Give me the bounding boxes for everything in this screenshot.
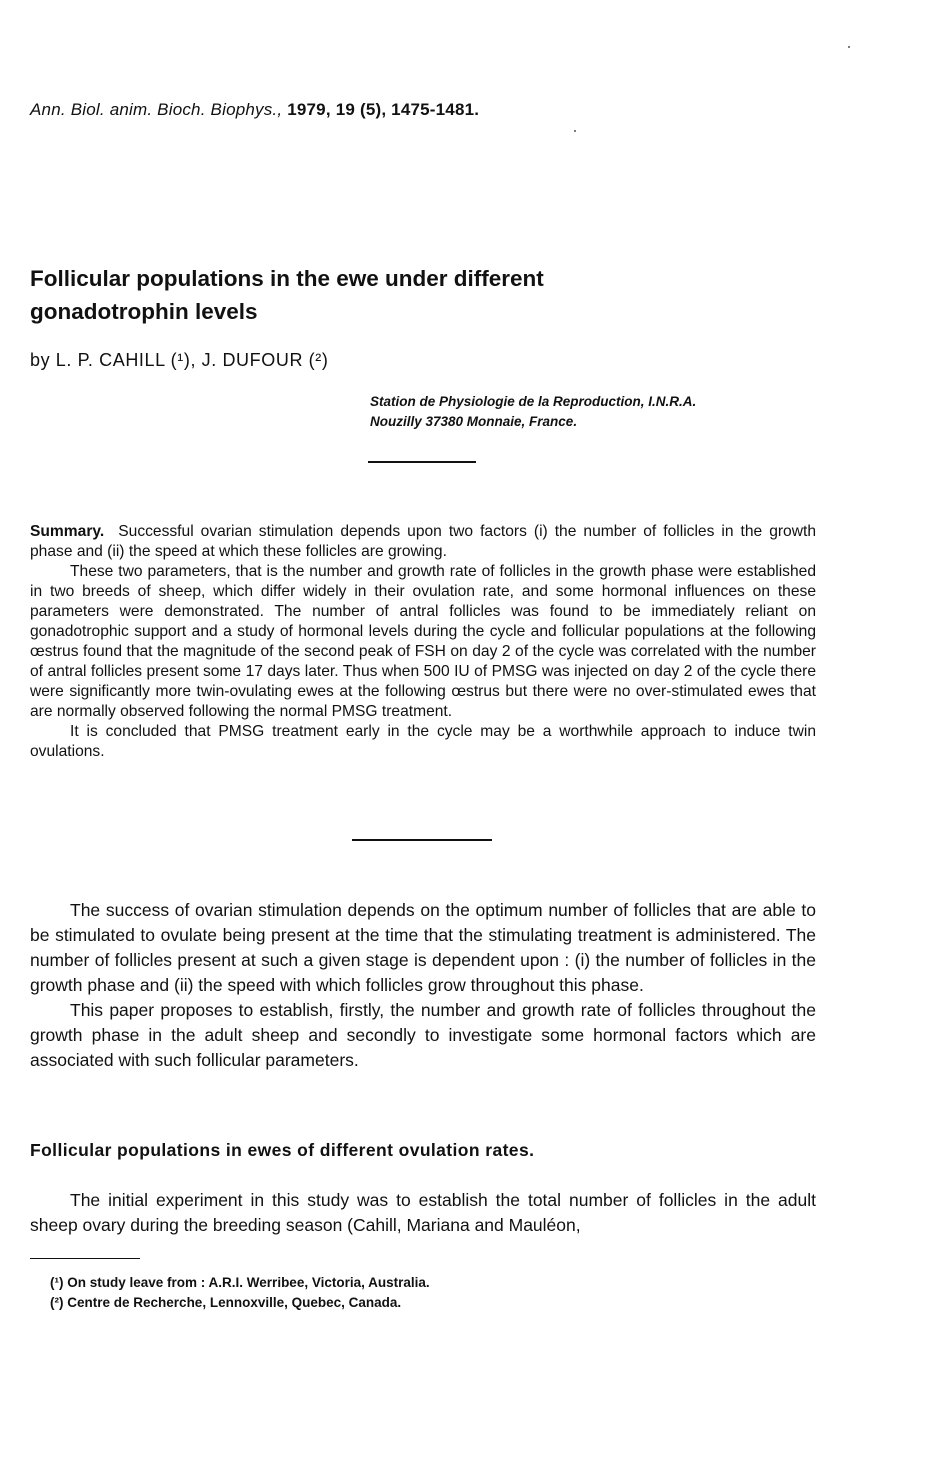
summary-paragraph-1 <box>30 522 816 562</box>
affiliation <box>370 392 696 432</box>
journal-volume: 19 <box>335 100 356 119</box>
section-paragraph-1: The initial experiment in this study was to establish the total number of follicles in the adult sheep ovary during the breeding season (Cahill, Mariana and Mauléon, <box>30 1190 816 1235</box>
footnotes <box>50 1273 430 1313</box>
speck-mark <box>574 130 576 132</box>
speck-mark <box>848 46 850 48</box>
footnote-2 <box>50 1293 430 1313</box>
separator-rule <box>352 839 492 841</box>
title-line-2: gonadotrophin levels <box>30 299 258 324</box>
journal-name: Ann. Biol. anim. Bioch. Biophys., <box>30 100 283 119</box>
footnote-1 <box>50 1273 430 1293</box>
affiliation-line-2: Nouzilly 37380 Monnaie, France. <box>370 414 578 429</box>
summary-heading: Summary. <box>30 523 105 540</box>
author-line: by L. P. CAHILL (¹), J. DUFOUR (²) <box>30 350 329 370</box>
journal-year: 1979, <box>287 100 331 119</box>
introduction <box>30 898 816 1073</box>
title-line-1: Follicular populations in the ewe under different <box>30 266 544 291</box>
footnote-rule <box>30 1258 140 1259</box>
footnote-2-text: Centre de Recherche, Lennoxville, Quebec, Canada. <box>67 1295 402 1310</box>
paper-title <box>30 262 730 328</box>
summary-block <box>30 522 816 762</box>
footnote-1-marker: (¹) <box>50 1275 64 1290</box>
journal-issue-pages: (5), 1475-1481. <box>359 100 480 119</box>
intro-paragraph-1: The success of ovarian stimulation depends on the optimum number of follicles that are able to be stimulated to ovulate being present at the time that the stimulating treatment is administered. The number of follicles present at such a given stage is dependent upon : (i) the number of follicles in the growth phase and (ii) the speed with which follicles grow throughout this phase. <box>30 900 816 995</box>
footnote-2-marker: (²) <box>50 1295 64 1310</box>
summary-paragraph-2: These two parameters, that is the number and growth rate of follicles in the growth phase were established in two breeds of sheep, which differ widely in their ovulation rate, and some hormonal influences on these parameters were demonstrated. The number of antral follicles was found to be immediately reliant on gonadotrophic support and a study of hormonal levels during the cycle and follicular populations at the following œstrus found that the magnitude of the second peak of FSH on day 2 of the cycle was correlated with the number of antral follicles present some 17 days later. Thus when 500 IU of PMSG was injected on day 2 of the cycle there were significantly more twin-ovulating ewes at the following œstrus but there were no over-stimulated ewes that are normally observed following the normal PMSG treatment. <box>30 563 816 720</box>
section-heading: Follicular populations in ewes of different ovulation rates. <box>30 1140 535 1160</box>
affiliation-line-1: Station de Physiologie de la Reproduction, I.N.R.A. <box>370 394 697 409</box>
summary-text-1: Successful ovarian stimulation depends upon two factors (i) the number of follicles in the growth phase and (ii) the speed at which these follicles are growing. <box>30 523 816 560</box>
separator-rule <box>368 461 476 463</box>
journal-citation <box>30 100 479 120</box>
section-body <box>30 1188 816 1238</box>
footnote-1-text: On study leave from : A.R.I. Werribee, Victoria, Australia. <box>67 1275 430 1290</box>
intro-paragraph-2: This paper proposes to establish, firstly, the number and growth rate of follicles throughout the growth phase in the adult sheep and secondly to investigate some hormonal factors which are associated with such follicular parameters. <box>30 1000 816 1070</box>
summary-paragraph-3: It is concluded that PMSG treatment early in the cycle may be a worthwhile approach to induce twin ovulations. <box>30 723 816 760</box>
